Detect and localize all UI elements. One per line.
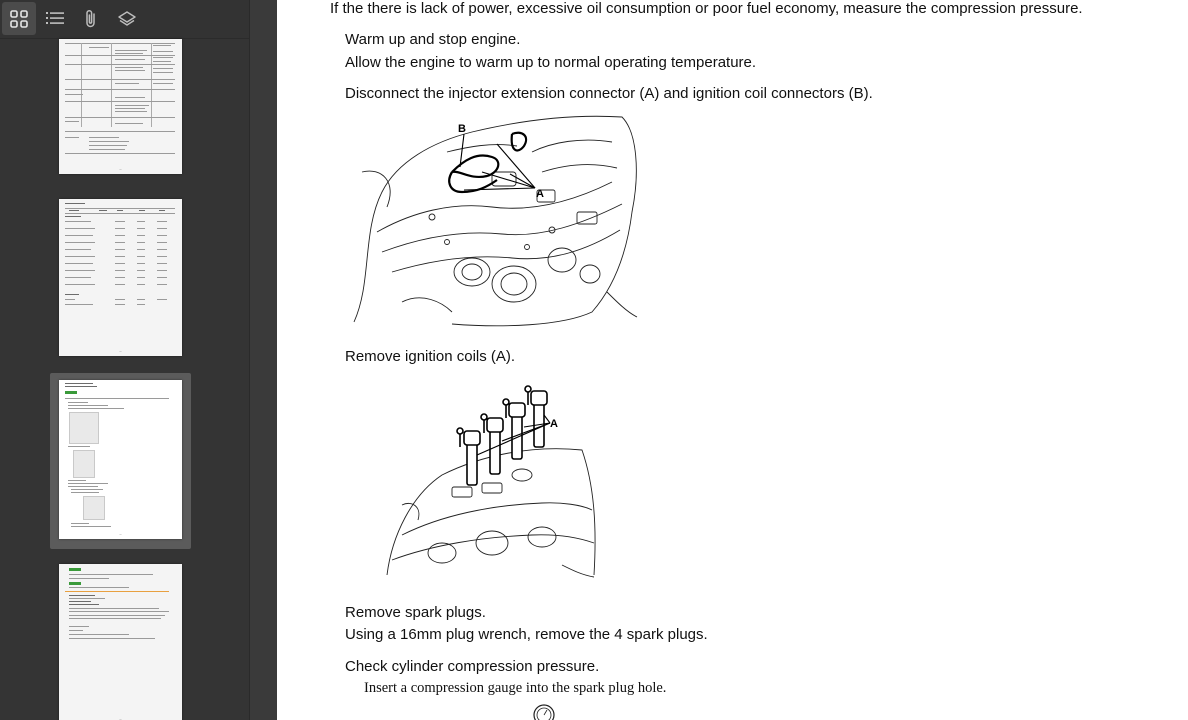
- thumbnail-page-number: –: [119, 531, 122, 536]
- outline-view-button[interactable]: [38, 2, 72, 35]
- thumbnails-view-button[interactable]: [2, 2, 36, 35]
- paperclip-icon: [83, 9, 99, 29]
- layers-icon: [117, 10, 137, 28]
- step-check-compression-detail: Insert a compression gauge into the spark plug hole.: [364, 680, 667, 696]
- layers-view-button[interactable]: [110, 2, 144, 35]
- figure-label-b: B: [458, 123, 466, 135]
- step-warm-up-detail: Allow the engine to warm up to normal operating temperature.: [345, 54, 757, 71]
- step-check-compression-title: Check cylinder compression pressure.: [345, 658, 600, 675]
- thumbnail-page-number: –: [119, 716, 122, 720]
- compression-gauge-figure: [532, 702, 556, 720]
- grid-icon: [10, 10, 28, 28]
- page-thumbnail[interactable]: [59, 199, 182, 356]
- step-remove-plugs-title: Remove spark plugs.: [345, 604, 486, 621]
- sidebar-resize-gutter[interactable]: [249, 0, 277, 720]
- attachments-view-button[interactable]: [74, 2, 108, 35]
- thumbnail-page-number: –: [119, 348, 122, 353]
- step-disconnect-title: Disconnect the injector extension connector (A) and ignition coil connectors (B).: [345, 85, 873, 102]
- thumbnail-page-number: –: [119, 166, 122, 171]
- list-icon: [45, 10, 65, 28]
- page-thumbnail[interactable]: [59, 39, 182, 174]
- thumbnail-sidebar: [0, 0, 249, 720]
- step-remove-plugs-detail: Using a 16mm plug wrench, remove the 4 spark plugs.: [345, 626, 708, 643]
- document-page: [277, 0, 1188, 720]
- figure-label-a: A: [536, 188, 544, 200]
- step-remove-coils-title: Remove ignition coils (A).: [345, 348, 516, 365]
- engine-connectors-figure: [352, 112, 642, 328]
- page-thumbnail[interactable]: [59, 564, 182, 720]
- page-thumbnail-selected[interactable]: [59, 380, 182, 539]
- step-warm-up-title: Warm up and stop engine.: [345, 31, 521, 48]
- sidebar-toolbar: [0, 0, 249, 39]
- figure-label-a: A: [550, 418, 558, 430]
- intro-text: If the there is lack of power, excessive oil consumption or poor fuel economy, measure the compression pressure.: [330, 0, 1083, 17]
- ignition-coils-figure: [382, 375, 602, 583]
